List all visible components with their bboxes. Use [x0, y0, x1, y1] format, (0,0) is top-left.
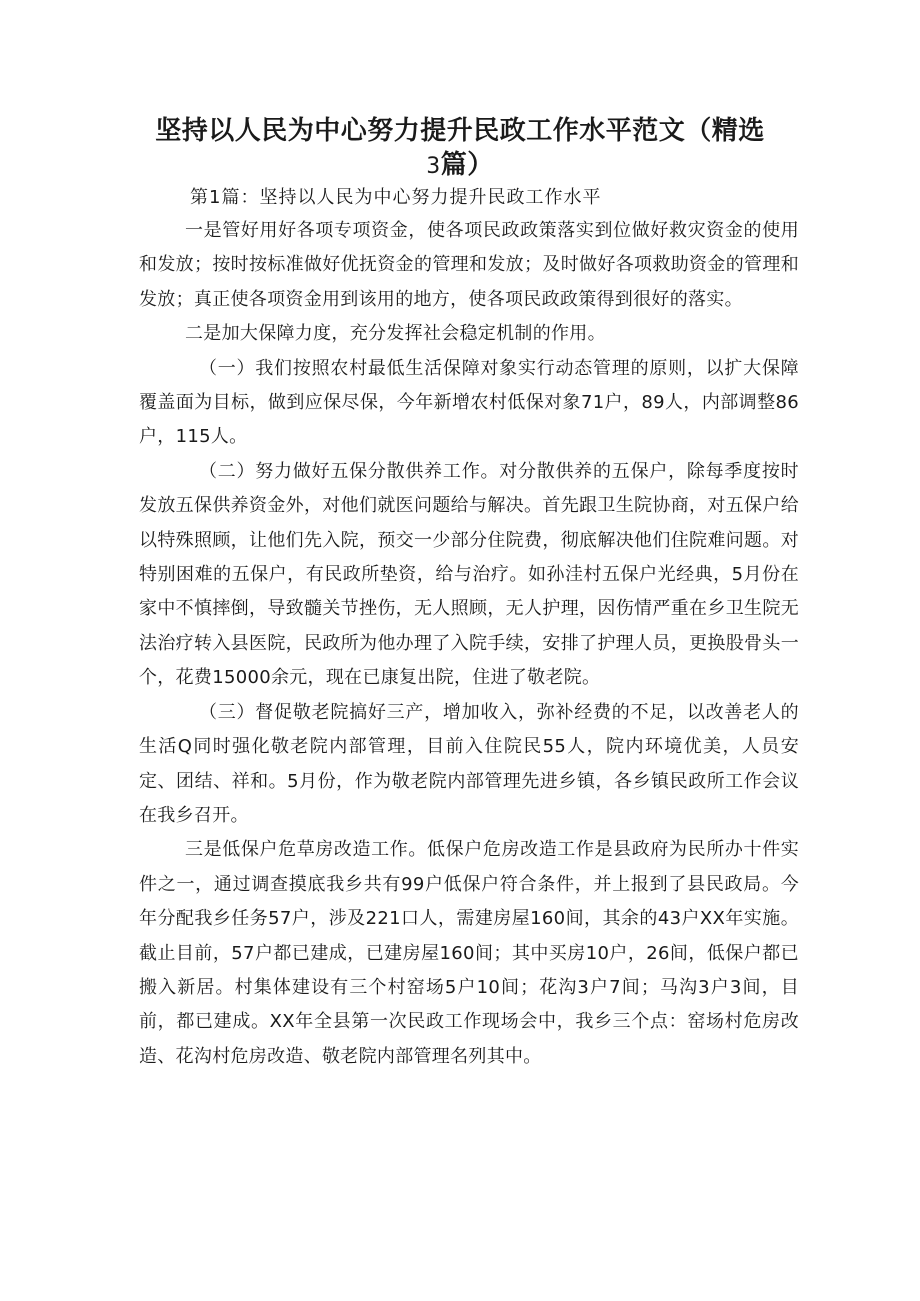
paragraph-2: 二是加大保障力度，充分发挥社会稳定机制的作用。: [185, 323, 606, 345]
paragraph-6: 三是低保户危草房改造工作。低保户危房改造工作是县政府为民所办十件实件之一，通过调查摸底我乡共有99户低保户符合条件，并上报到了县民政局。今年分配我乡任务57户，涉及221口人，需建房屋160间，其余的43户XX年实施。截止目前，57户都已建成，已建房屋160间；其中买房10户，26间，低保户都已搬入新居。村集体建设有三个村窑场5户10间；花沟3户7间；马沟3户3间，目前，都已建成。XX年全县第一次民政工作现场会中，我乡三个点：窑场村危房改造、花沟村危房改造、敬老院内部管理名列其中。: [139, 839, 799, 1067]
paragraph-4: （二）努力做好五保分散供养工作。对分散供养的五保户，除每季度按时发放五保供养资金外，对他们就医问题给与解决。首先跟卫生院协商，对五保户给以特殊照顾，让他们先入院，预交一少部分住院费，彻底解决他们住院难问题。对特别困难的五保户，有民政所垫资，给与治疗。如孙洼村五保户光经典，5月份在家中不慎摔倒，导致髓关节挫伤，无人照顾，无人护理，因伤情严重在乡卫生院无法治疗转入县医院，民政所为他办理了入院手续，安排了护理人员，更换股骨头一个，花费15000余元，现在已康复出院，住进了敬老院。: [139, 460, 799, 689]
document-body: [139, 214, 799, 1074]
paragraph-3: （一）我们按照农村最低生活保障对象实行动态管理的原则，以扩大保障覆盖面为目标，做到应保尽保，今年新增农村低保对象71户，89人，内部调整86户，115人。: [139, 357, 799, 448]
title-count: 3: [426, 154, 441, 179]
document-title-line1: 坚持以人民为中心努力提升民政工作水平范文（精选: [155, 116, 765, 146]
paragraph-1: 一是管好用好各项专项资金，使各项民政政策落实到位做好救灾资金的使用和发放；按时按标准做好优抚资金的管理和发放；及时做好各项救助资金的管理和发放；真正使各项资金用到该用的地方，使各项民政政策得到很好的落实。: [139, 220, 799, 310]
section-subtitle: 第1篇：坚持以人民为中心努力提升民政工作水平: [190, 187, 602, 208]
title-suffix: 篇）: [440, 150, 494, 180]
paragraph-5: （三）督促敬老院搞好三产，增加收入，弥补经费的不足，以改善老人的生活Q同时强化敬老院内部管理，目前入住院民55人，院内环境优美，人员安定、团结、祥和。5月份，作为敬老院内部管理先进乡镇，各乡镇民政所工作会议在我乡召开。: [139, 701, 799, 826]
document-title-line2: [120, 148, 800, 184]
